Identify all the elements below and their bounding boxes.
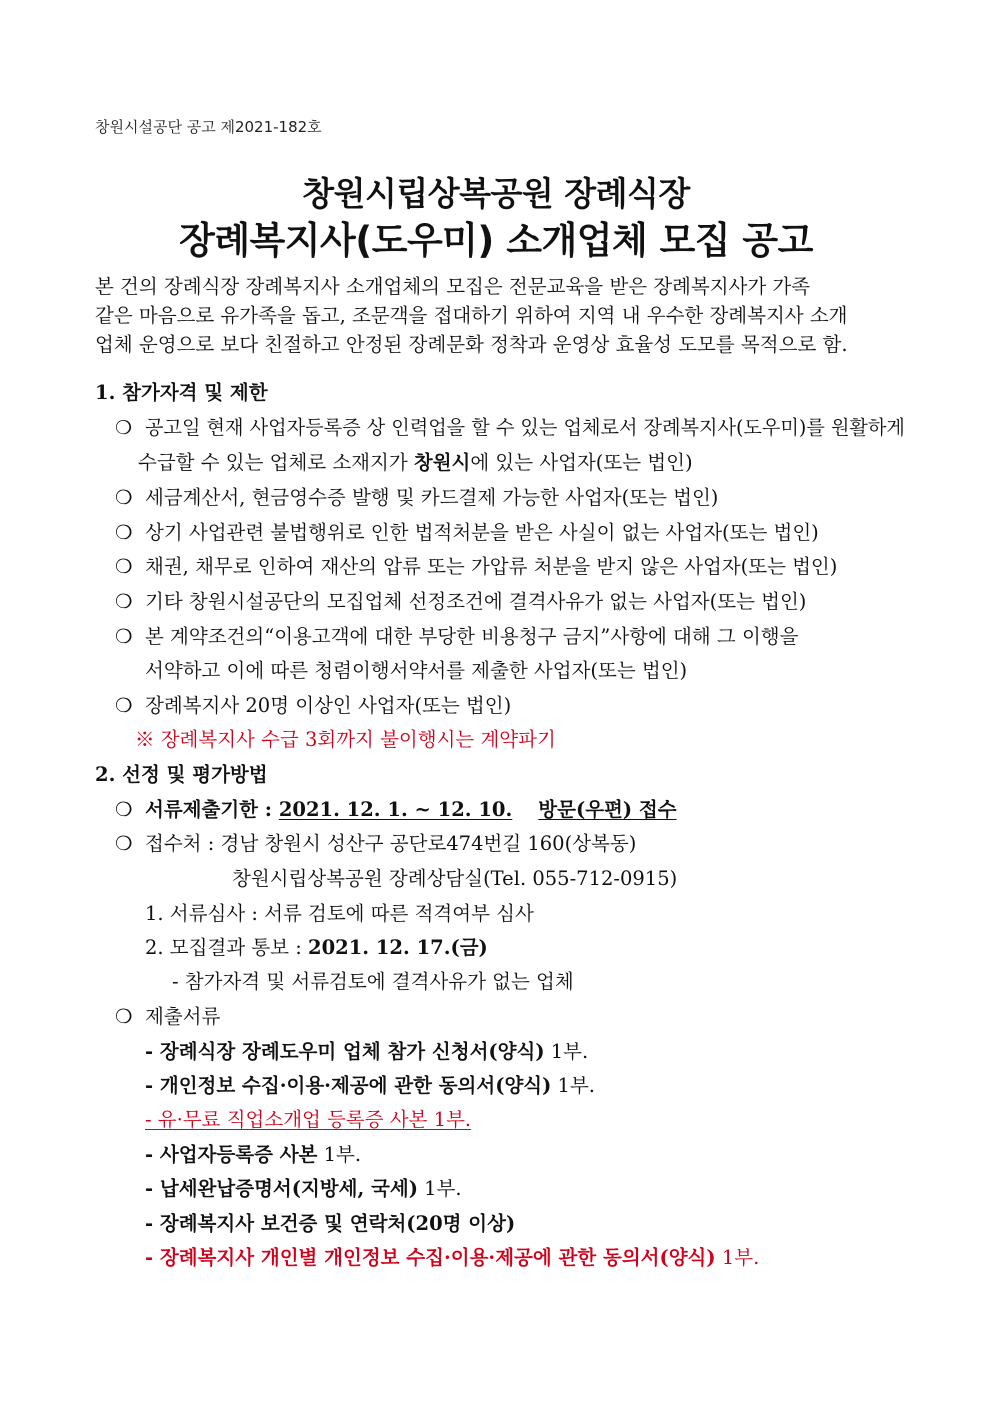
qualification-item: ❍ 채권, 채무로 인하여 재산의 압류 또는 가압류 처분을 받지 않은 사업자(또는 법인) xyxy=(115,555,838,578)
section-2-heading: 2. 선정 및 평가방법 xyxy=(95,763,268,786)
submission-deadline: ❍ 서류제출기한 : 2021. 12. 1. ~ 12. 10. 방문(우편) 접수 xyxy=(115,798,677,821)
required-document: - 장례복지사 보건증 및 연락처(20명 이상) xyxy=(145,1212,516,1235)
required-document: - 유·무료 직업소개업 등록증 사본 1부. xyxy=(145,1108,472,1131)
intro-line: 업체 운영으로 보다 친절하고 안정된 장례문화 정착과 운영상 효율성 도모를 목적으로 함. xyxy=(95,333,848,356)
reception-contact: 창원시립상복공원 장례상담실(Tel. 055-712-0915) xyxy=(232,867,678,890)
review-step-2-note: - 참가자격 및 서류검토에 결격사유가 없는 업체 xyxy=(172,970,574,993)
notice-number: 창원시설공단 공고 제2021-182호 xyxy=(95,118,322,136)
bullet-circle-icon: ❍ xyxy=(115,694,133,717)
required-document: - 개인정보 수집·이용·제공에 관한 동의서(양식) 1부. xyxy=(145,1074,595,1097)
required-document: - 납세완납증명서(지방세, 국세) 1부. xyxy=(145,1177,462,1200)
bullet-circle-icon: ❍ xyxy=(115,590,133,613)
title-line-2: 장례복지사(도우미) 소개업체 모집 공고 xyxy=(179,219,813,262)
review-step-2: 2. 모집결과 통보 : 2021. 12. 17.(금) xyxy=(145,936,488,959)
bullet-circle-icon: ❍ xyxy=(115,798,133,821)
qualification-item-continued: 수급할 수 있는 업체로 소재지가 창원시에 있는 사업자(또는 법인) xyxy=(138,451,693,474)
intro-line: 같은 마음으로 유가족을 돕고, 조문객을 접대하기 위하여 지역 내 우수한 장례복지사 소개 xyxy=(95,304,848,327)
bullet-circle-icon: ❍ xyxy=(115,555,133,578)
required-document: - 장례식장 장례도우미 업체 참가 신청서(양식) 1부. xyxy=(145,1040,589,1063)
review-step-1: 1. 서류심사 : 서류 검토에 따른 적격여부 심사 xyxy=(145,902,534,925)
qualification-item: ❍ 세금계산서, 현금영수증 발행 및 카드결제 가능한 사업자(또는 법인) xyxy=(115,486,719,509)
section-1-heading: 1. 참가자격 및 제한 xyxy=(95,381,268,404)
qualification-item: ❍ 장례복지사 20명 이상인 사업자(또는 법인) xyxy=(115,694,512,717)
qualification-item: ❍ 본 계약조건의“이용고객에 대한 부당한 비용청구 금지”사항에 대해 그 이행을 xyxy=(115,625,799,648)
intro-paragraph xyxy=(95,272,895,359)
required-document: - 사업자등록증 사본 1부. xyxy=(145,1143,362,1166)
required-document: - 장례복지사 개인별 개인정보 수집·이용·제공에 관한 동의서(양식) 1부. xyxy=(145,1246,760,1269)
intro-line: 본 건의 장례식장 장례복지사 소개업체의 모집은 전문교육을 받은 장례복지사가 가족 xyxy=(95,275,811,298)
bullet-circle-icon: ❍ xyxy=(115,521,133,544)
qualification-item: ❍ 상기 사업관련 불법행위로 인한 법적처분을 받은 사실이 없는 사업자(또는 법인) xyxy=(115,521,819,544)
title-line-1: 창원시립상복공원 장례식장 xyxy=(302,174,690,213)
qualification-item: ❍ 공고일 현재 사업자등록증 상 인력업을 할 수 있는 업체로서 장례복지사(도우미)를 원활하게 xyxy=(115,416,905,439)
bullet-circle-icon: ❍ xyxy=(115,486,133,509)
bullet-circle-icon: ❍ xyxy=(115,416,133,439)
qualification-item-continued: 서약하고 이에 따른 청렴이행서약서를 제출한 사업자(또는 법인) xyxy=(145,659,688,682)
bullet-circle-icon: ❍ xyxy=(115,1005,133,1028)
documents-heading: ❍ 제출서류 xyxy=(115,1005,221,1028)
bullet-circle-icon: ❍ xyxy=(115,832,133,855)
qualification-item: ❍ 기타 창원시설공단의 모집업체 선정조건에 결격사유가 없는 사업자(또는 법인) xyxy=(115,590,807,613)
contract-warning-note: ※ 장례복지사 수급 3회까지 불이행시는 계약파기 xyxy=(135,728,556,751)
bullet-circle-icon: ❍ xyxy=(115,625,133,648)
reception-address: ❍ 접수처 : 경남 창원시 성산구 공단로474번길 160(상복동) xyxy=(115,832,637,855)
